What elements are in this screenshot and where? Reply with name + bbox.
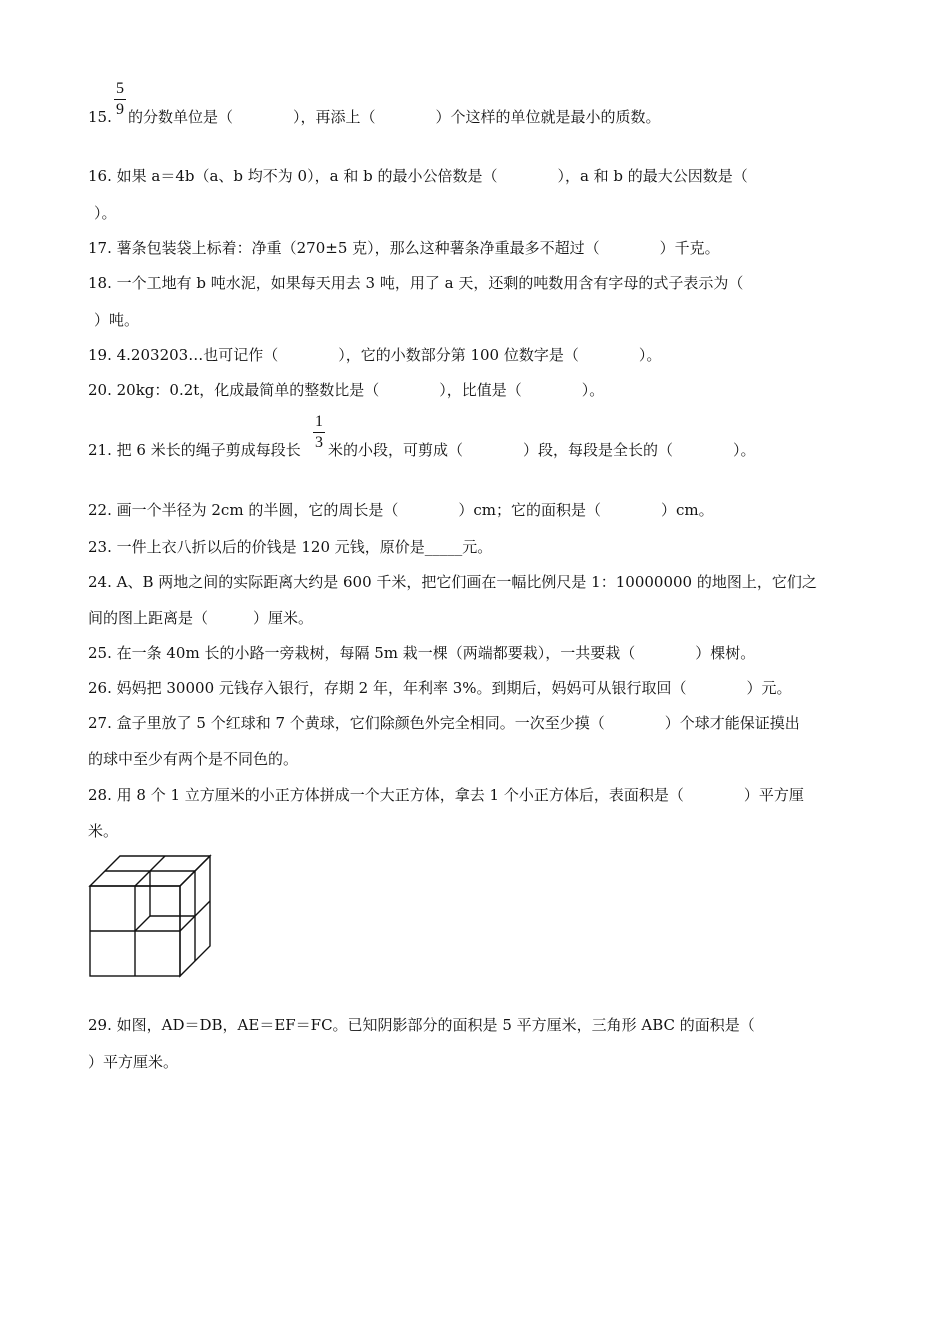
q21-fraction-denominator: 3 xyxy=(315,434,323,451)
q21-prefix: 21. 把 6 米长的绳子剪成每段长 xyxy=(88,441,301,459)
q17-line1: 17. 薯条包装袋上标着：净重（270±5 克），那么这种薯条净重最多不超过（ ）千克。 xyxy=(88,239,720,257)
q24-line2: 间的图上距离是（ ）厘米。 xyxy=(88,609,314,627)
q20-line1: 20. 20kg：0.2t，化成最简单的整数比是（ ），比值是（ ）。 xyxy=(88,381,605,399)
cube-figure xyxy=(86,852,216,982)
q29-line1: 29. 如图，AD＝DB，AE＝EF＝FC。已知阴影部分的面积是 5 平方厘米，三角形 ABC 的面积是（ xyxy=(88,1016,755,1034)
q22-line1: 22. 画一个半径为 2cm 的半圆，它的周长是（ ）cm；它的面积是（ ）cm。 xyxy=(88,501,714,519)
q15-prefix: 15. xyxy=(88,108,112,126)
q27-line2: 的球中至少有两个是不同色的。 xyxy=(88,750,299,768)
q16-line2: ）。 xyxy=(94,204,117,222)
q21-fraction xyxy=(313,413,325,452)
q18-line2: ）吨。 xyxy=(94,311,140,329)
q28-line2: 米。 xyxy=(88,822,119,840)
q15-fraction-denominator: 9 xyxy=(116,101,124,118)
fraction-bar xyxy=(313,432,325,433)
q15-text: 的分数单位是（ ），再添上（ ）个这样的单位就是最小的质数。 xyxy=(128,108,661,126)
q16-line1: 16. 如果 a＝4b（a、b 均不为 0），a 和 b 的最小公倍数是（ ），a 和 b 的最大公因数是（ xyxy=(88,167,748,185)
fraction-bar xyxy=(114,99,126,100)
q29-line2: ）平方厘米。 xyxy=(88,1053,179,1071)
q21-suffix: 米的小段，可剪成（ ）段，每段是全长的（ ）。 xyxy=(328,441,756,459)
q19-line1: 19. 4.203203…也可记作（ ），它的小数部分第 100 位数字是（ ）。 xyxy=(88,346,662,364)
q18-line1: 18. 一个工地有 b 吨水泥，如果每天用去 3 吨，用了 a 天，还剩的吨数用含有字母的式子表示为（ xyxy=(88,274,744,292)
q28-line1: 28. 用 8 个 1 立方厘米的小正方体拼成一个大正方体，拿去 1 个小正方体后，表面积是（ ）平方厘 xyxy=(88,786,804,804)
q23-line1: 23. 一件上衣八折以后的价钱是 120 元钱，原价是_____元。 xyxy=(88,538,493,556)
q21-fraction-numerator: 1 xyxy=(315,413,323,430)
q25-line1: 25. 在一条 40m 长的小路一旁栽树，每隔 5m 栽一棵（两端都要栽），一共要栽（ ）棵树。 xyxy=(88,644,756,662)
q26-line1: 26. 妈妈把 30000 元钱存入银行，存期 2 年，年利率 3%。到期后，妈妈可从银行取回（ ）元。 xyxy=(88,679,792,697)
cube-notch-edge xyxy=(135,916,150,931)
q24-line1: 24. A、B 两地之间的实际距离大约是 600 千米，把它们画在一幅比例尺是 1：10000000 的地图上，它们之 xyxy=(88,573,817,591)
q15-fraction xyxy=(114,80,126,119)
q27-line1: 27. 盒子里放了 5 个红球和 7 个黄球，它们除颜色外完全相同。一次至少摸（ ）个球才能保证摸出 xyxy=(88,714,800,732)
q15-fraction-numerator: 5 xyxy=(116,80,124,97)
